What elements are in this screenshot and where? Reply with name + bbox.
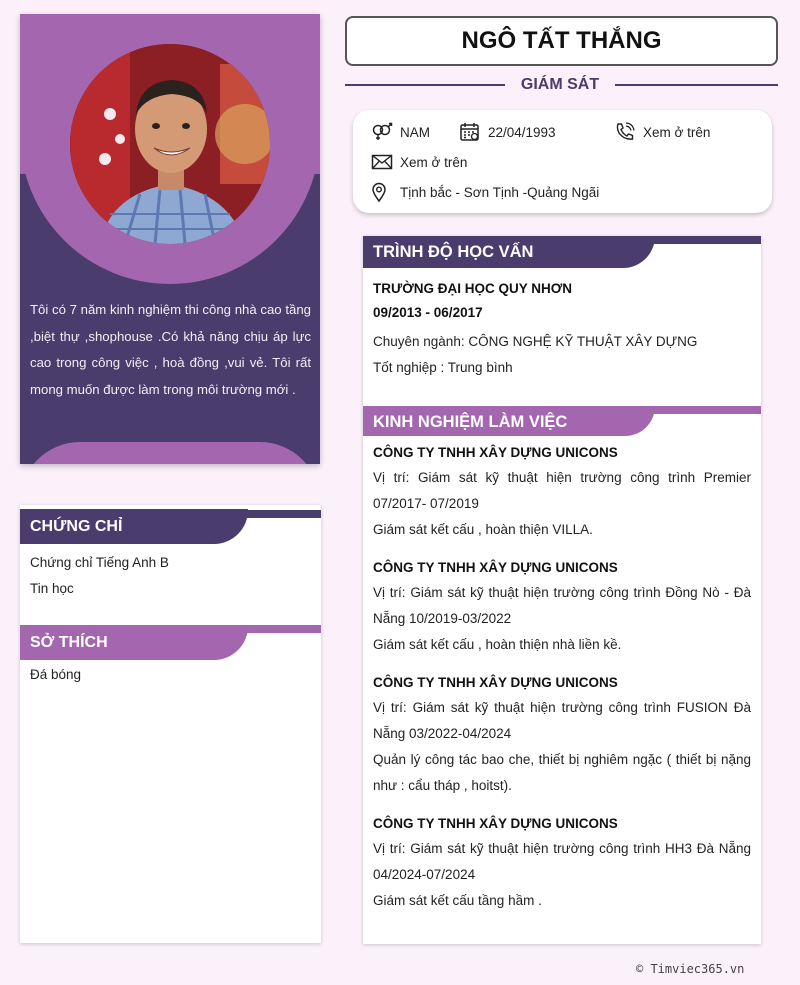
profile-summary: Tôi có 7 năm kinh nghiệm thi công nhà cao tầng ,biệt thự ,shophouse .Có khả năng chịu áp lực cao trong công việc , hoà đồng ,vui vẻ. Tôi rất mong muốn được làm trong môi trường mới .: [30, 302, 311, 397]
footer-copyright: © Timviec365.vn: [636, 962, 745, 976]
hobbies-title: SỞ THÍCH: [20, 625, 248, 660]
job-company: CÔNG TY TNHH XÂY DỰNG UNICONS: [373, 816, 618, 831]
job-description: Quản lý công tác bao che, thiết bị nghiêm ngặc ( thiết bị nặng như : cẩu tháp , hoitst).: [373, 752, 751, 793]
education-block: [363, 268, 761, 381]
address-value: Tịnh bắc - Sơn Tịnh -Quảng Ngãi: [400, 184, 600, 200]
education-graduation: Tốt nghiệp : Trung bình: [373, 360, 513, 375]
job-entry: [373, 556, 751, 658]
phone-icon: [614, 122, 636, 142]
job-company: CÔNG TY TNHH XÂY DỰNG UNICONS: [373, 560, 618, 575]
email-value: Xem ở trên: [400, 154, 468, 170]
job-position: Vị trí: Giám sát kỹ thuật hiện trường công trình Đồng Nò - Đà Nẵng 10/2019-03/2022: [373, 585, 751, 626]
gender-value: NAM: [400, 124, 430, 140]
birthdate-value: 22/04/1993: [488, 124, 556, 140]
hobbies-header: [20, 625, 321, 660]
experience-list: [363, 436, 761, 914]
gender-icon: [371, 122, 393, 142]
hobby-item: Đá bóng: [30, 667, 82, 682]
job-description: Giám sát kết cấu , hoàn thiện VILLA.: [373, 522, 593, 537]
job-entry: [373, 671, 751, 799]
education-period: 09/2013 - 06/2017: [373, 305, 483, 320]
contact-email: [371, 152, 467, 172]
avatar: [70, 44, 270, 244]
profile-card: [20, 14, 320, 464]
certificates-header: [20, 509, 321, 544]
candidate-name: NGÔ TẤT THẮNG: [345, 16, 778, 66]
experience-title: KINH NGHIỆM LÀM VIỆC: [363, 406, 655, 436]
school-name: TRƯỜNG ĐẠI HỌC QUY NHƠN: [373, 281, 572, 296]
location-icon: [371, 182, 393, 202]
education-title: TRÌNH ĐỘ HỌC VẤN: [363, 236, 655, 268]
profile-bottom-arc: [20, 442, 320, 464]
phone-value: Xem ở trên: [643, 124, 711, 140]
job-description: Giám sát kết cấu tầng hầm .: [373, 893, 542, 908]
side-card: [20, 505, 321, 943]
job-description: Giám sát kết cấu , hoàn thiện nhà liền kề.: [373, 637, 622, 652]
job-company: CÔNG TY TNHH XÂY DỰNG UNICONS: [373, 445, 618, 460]
contact-gender: [371, 122, 430, 142]
job-company: CÔNG TY TNHH XÂY DỰNG UNICONS: [373, 675, 618, 690]
candidate-role: GIÁM SÁT: [505, 74, 615, 96]
job-position: Vị trí: Giám sát kỹ thuật hiện trường công trình Premier 07/2017- 07/2019: [373, 470, 751, 511]
contact-card: [353, 110, 772, 213]
education-major: Chuyên ngành: CÔNG NGHỆ KỸ THUẬT XÂY DỰNG: [373, 334, 698, 349]
main-card: [363, 236, 761, 944]
certificates-title: CHỨNG CHỈ: [20, 509, 248, 544]
experience-header: [363, 406, 761, 436]
job-entry: [373, 441, 751, 543]
certificate-item: Tin học: [30, 581, 74, 596]
job-position: Vị trí: Giám sát kỹ thuật hiện trường công trình HH3 Đà Nẵng 04/2024-07/2024: [373, 841, 751, 882]
contact-phone: [614, 122, 710, 142]
job-entry: [373, 812, 751, 914]
email-icon: [371, 152, 393, 172]
contact-address: [371, 182, 599, 202]
job-position: Vị trí: Giám sát kỹ thuật hiện trường công trình FUSION Đà Nẵng 03/2022-04/2024: [373, 700, 751, 741]
avatar-photo: [70, 44, 270, 244]
education-header: [363, 236, 761, 268]
certificate-item: Chứng chỉ Tiếng Anh B: [30, 555, 169, 570]
contact-birthdate: [459, 122, 556, 142]
calendar-icon: [459, 122, 481, 142]
